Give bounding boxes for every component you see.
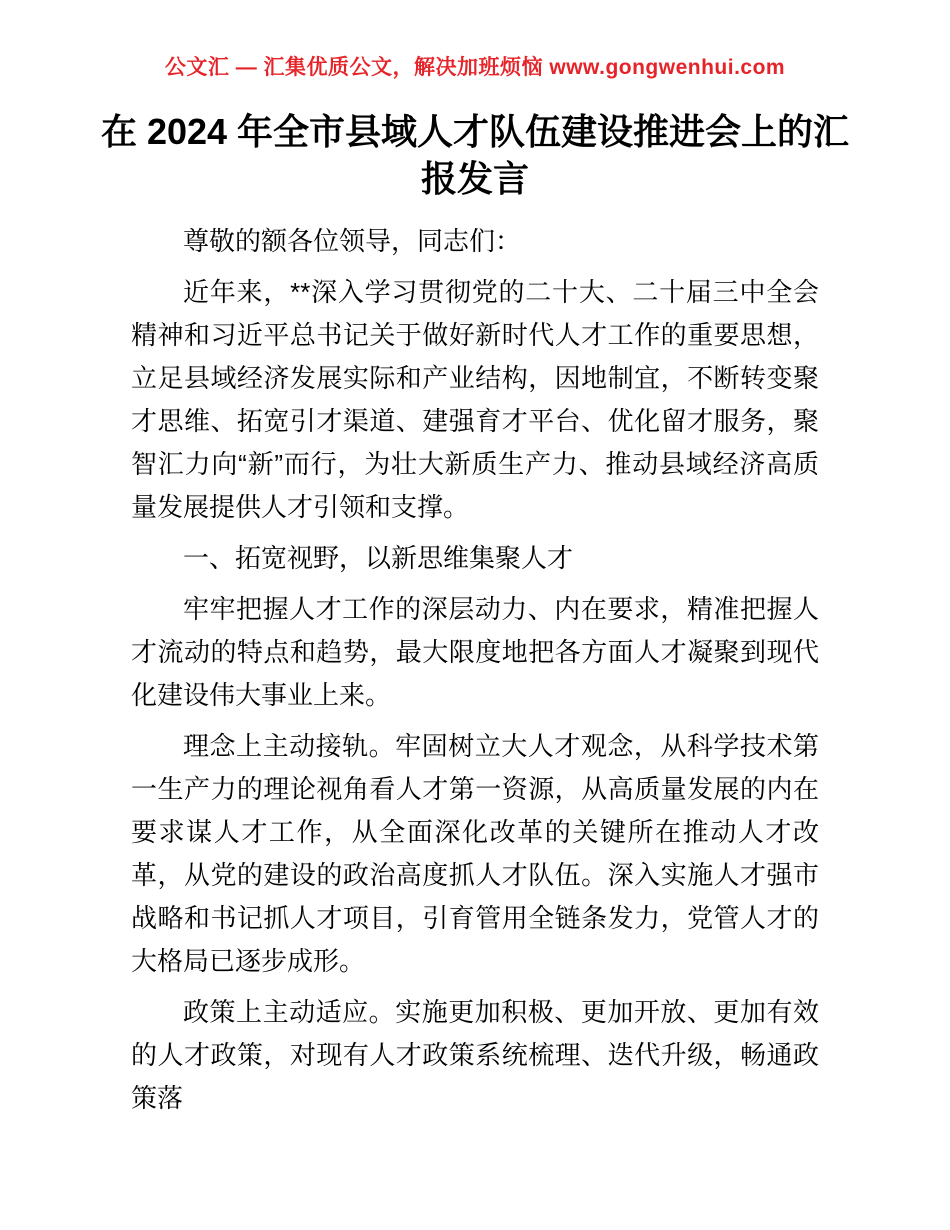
paragraph-intro: 近年来，**深入学习贯彻党的二十大、二十届三中全会精神和习近平总书记关于做好新时代人才工作的重要思想，立足县域经济发展实际和产业结构，因地制宜，不断转变聚才思维、拓宽引才渠道、建强育才平台、优化留才服务，聚智汇力向“新”而行，为壮大新质生产力、推动县域经济高质量发展提供人才引领和支撑。 [131,277,819,522]
salutation-line: 尊敬的额各位领导，同志们： [183,226,522,256]
paragraph-grasp-talent: 牢牢把握人才工作的深层动力、内在要求，精准把握人才流动的特点和趋势，最大限度地把各方面人才凝聚到现代化建设伟大事业上来。 [131,594,819,710]
paragraph-policy-adaptation: 政策上主动适应。实施更加积极、更加开放、更加有效的人才政策，对现有人才政策系统梳理、迭代升级，畅通政策落 [131,997,819,1113]
paragraph-concept-alignment: 理念上主动接轨。牢固树立大人才观念，从科学技术第一生产力的理论视角看人才第一资源，从高质量发展的内在要求谋人才工作，从全面深化改革的关键所在推动人才改革，从党的建设的政治高度抓人才队伍。深入实施人才强市战略和书记抓人才项目，引育管用全链条发力，党管人才的大格局已逐步成形。 [131,731,819,976]
watermark-header [0,0,950,82]
watermark-text: 公文汇 — 汇集优质公文，解决加班烦恼 www.gongwenhui.com [164,56,786,79]
document-title: 在 2024 年全市县域人才队伍建设推进会上的汇报发言 [100,111,850,199]
section-heading-1: 一、拓宽视野，以新思维集聚人才 [183,543,574,573]
document-body [131,220,819,1120]
